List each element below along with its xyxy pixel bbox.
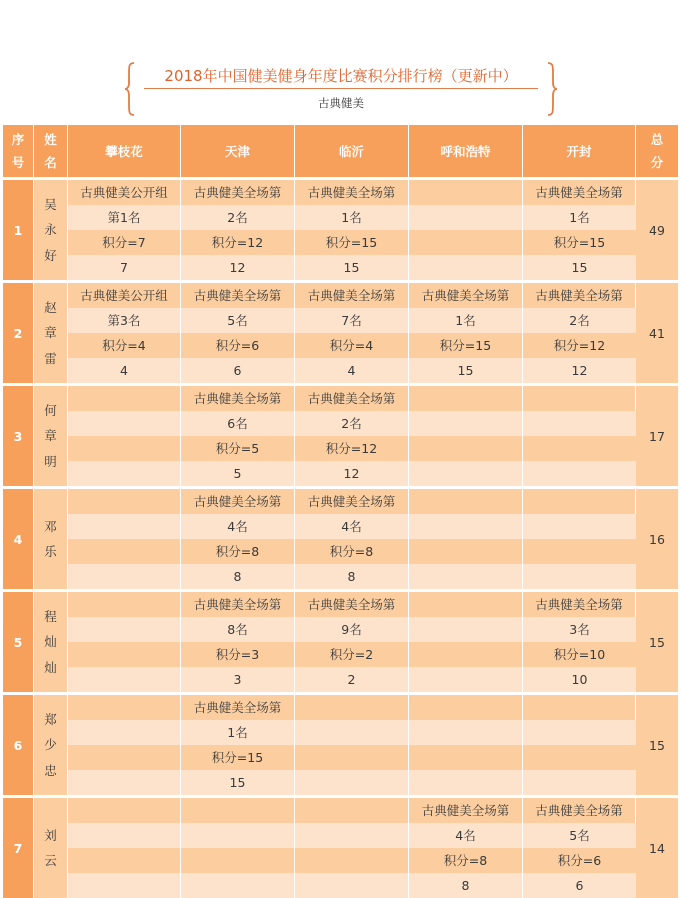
event-cell bbox=[523, 564, 636, 589]
event-cell: 积分=5 bbox=[181, 436, 295, 461]
event-cell bbox=[68, 539, 181, 564]
page-title: 2018年中国健美健身年度比赛积分排行榜（更新中） bbox=[164, 67, 518, 85]
name-char: 程 bbox=[44, 608, 57, 624]
event-cell bbox=[68, 461, 181, 486]
name-char: 赵 bbox=[44, 299, 57, 315]
total-score: 41 bbox=[636, 283, 678, 383]
event-cell: 8 bbox=[409, 873, 523, 898]
rank-index: 1 bbox=[3, 180, 34, 280]
event-cell: 6 bbox=[523, 873, 636, 898]
event-cell bbox=[68, 642, 181, 667]
rank-index: 7 bbox=[3, 798, 34, 898]
left-brace-icon bbox=[124, 62, 136, 116]
event-cell: 积分=4 bbox=[68, 333, 181, 358]
event-cell: 古典健美全场第 bbox=[523, 283, 636, 308]
event-cell bbox=[181, 823, 295, 848]
event-cell: 5名 bbox=[523, 823, 636, 848]
table-row bbox=[3, 592, 678, 617]
event-cell bbox=[523, 411, 636, 436]
event-cell bbox=[181, 798, 295, 823]
name-char: 永 bbox=[44, 222, 57, 238]
event-cell bbox=[181, 848, 295, 873]
event-cell: 古典健美全场第 bbox=[523, 592, 636, 617]
event-cell bbox=[523, 461, 636, 486]
event-cell: 5名 bbox=[181, 308, 295, 333]
table-row bbox=[3, 489, 678, 514]
event-cell: 古典健美全场第 bbox=[181, 180, 295, 205]
table-row bbox=[3, 436, 678, 461]
event-cell bbox=[295, 745, 409, 770]
table-row bbox=[3, 770, 678, 795]
event-cell bbox=[181, 873, 295, 898]
table-row bbox=[3, 539, 678, 564]
name-char: 雷 bbox=[44, 350, 57, 366]
right-brace-icon bbox=[546, 62, 558, 116]
name-char: 吴 bbox=[44, 196, 57, 212]
event-cell bbox=[68, 720, 181, 745]
total-score: 15 bbox=[636, 695, 678, 795]
table-row bbox=[3, 180, 678, 205]
event-cell bbox=[409, 592, 523, 617]
event-cell bbox=[409, 205, 523, 230]
event-cell: 积分=12 bbox=[181, 230, 295, 255]
event-cell: 积分=12 bbox=[295, 436, 409, 461]
event-cell: 15 bbox=[181, 770, 295, 795]
event-cell: 4 bbox=[295, 358, 409, 383]
name-char: 乐 bbox=[44, 544, 57, 559]
event-cell bbox=[68, 592, 181, 617]
event-cell bbox=[68, 873, 181, 898]
event-cell: 积分=8 bbox=[181, 539, 295, 564]
name-char: 郑 bbox=[44, 711, 57, 727]
name-char: 灿 bbox=[44, 634, 57, 650]
table-row bbox=[3, 695, 678, 720]
event-cell bbox=[68, 386, 181, 411]
event-cell: 积分=8 bbox=[295, 539, 409, 564]
event-cell bbox=[409, 180, 523, 205]
event-cell bbox=[523, 514, 636, 539]
rank-index: 2 bbox=[3, 283, 34, 383]
rank-index: 5 bbox=[3, 592, 34, 692]
event-cell: 1名 bbox=[181, 720, 295, 745]
rank-index: 6 bbox=[3, 695, 34, 795]
event-cell: 2名 bbox=[181, 205, 295, 230]
name-char: 明 bbox=[44, 453, 57, 469]
event-cell: 积分=12 bbox=[523, 333, 636, 358]
name-char: 少 bbox=[44, 737, 57, 753]
table-row bbox=[3, 798, 678, 823]
event-cell bbox=[409, 720, 523, 745]
event-cell bbox=[409, 617, 523, 642]
event-cell: 2名 bbox=[295, 411, 409, 436]
event-cell bbox=[523, 745, 636, 770]
event-cell bbox=[523, 695, 636, 720]
event-cell: 3名 bbox=[523, 617, 636, 642]
event-cell bbox=[523, 489, 636, 514]
event-cell bbox=[409, 745, 523, 770]
event-cell: 积分=10 bbox=[523, 642, 636, 667]
event-cell bbox=[68, 770, 181, 795]
event-cell bbox=[409, 642, 523, 667]
event-cell: 古典健美公开组 bbox=[68, 180, 181, 205]
event-cell: 1名 bbox=[409, 308, 523, 333]
event-cell: 15 bbox=[295, 255, 409, 280]
event-cell: 7名 bbox=[295, 308, 409, 333]
header-city-hohhot: 呼和浩特 bbox=[409, 125, 523, 177]
table-row bbox=[3, 386, 678, 411]
table-row bbox=[3, 411, 678, 436]
event-cell: 积分=3 bbox=[181, 642, 295, 667]
athlete-name bbox=[34, 386, 68, 486]
event-cell bbox=[68, 695, 181, 720]
total-score: 49 bbox=[636, 180, 678, 280]
athlete-name bbox=[34, 592, 68, 692]
name-char: 何 bbox=[44, 402, 57, 418]
name-char: 忠 bbox=[44, 762, 57, 778]
event-cell: 9名 bbox=[295, 617, 409, 642]
event-cell: 古典健美全场第 bbox=[181, 592, 295, 617]
event-cell: 12 bbox=[181, 255, 295, 280]
event-cell: 古典健美全场第 bbox=[409, 283, 523, 308]
header-name: 姓 名 bbox=[34, 125, 68, 177]
event-cell: 5 bbox=[181, 461, 295, 486]
total-score: 15 bbox=[636, 592, 678, 692]
event-cell bbox=[68, 798, 181, 823]
title-block bbox=[124, 62, 558, 116]
event-cell: 古典健美全场第 bbox=[181, 283, 295, 308]
table-row bbox=[3, 514, 678, 539]
event-cell bbox=[295, 720, 409, 745]
event-cell bbox=[68, 823, 181, 848]
event-cell bbox=[68, 564, 181, 589]
event-cell bbox=[523, 386, 636, 411]
event-cell: 积分=2 bbox=[295, 642, 409, 667]
header-city-panzhihua: 攀枝花 bbox=[68, 125, 181, 177]
table-row bbox=[3, 230, 678, 255]
table-row bbox=[3, 873, 678, 898]
event-cell bbox=[68, 411, 181, 436]
event-cell bbox=[523, 539, 636, 564]
table-row bbox=[3, 205, 678, 230]
header-city-tianjin: 天津 bbox=[181, 125, 295, 177]
event-cell: 古典健美全场第 bbox=[295, 283, 409, 308]
event-cell: 12 bbox=[295, 461, 409, 486]
rank-index: 4 bbox=[3, 489, 34, 589]
table-row bbox=[3, 848, 678, 873]
header-total: 总 分 bbox=[636, 125, 678, 177]
event-cell bbox=[68, 436, 181, 461]
event-cell: 积分=15 bbox=[523, 230, 636, 255]
event-cell bbox=[68, 848, 181, 873]
event-cell: 积分=4 bbox=[295, 333, 409, 358]
event-cell: 4名 bbox=[295, 514, 409, 539]
table-row bbox=[3, 745, 678, 770]
total-score: 16 bbox=[636, 489, 678, 589]
event-cell bbox=[295, 770, 409, 795]
event-cell: 3 bbox=[181, 667, 295, 692]
event-cell: 古典健美全场第 bbox=[295, 592, 409, 617]
name-char: 好 bbox=[44, 247, 57, 263]
event-cell: 4 bbox=[68, 358, 181, 383]
event-cell bbox=[409, 255, 523, 280]
event-cell bbox=[409, 539, 523, 564]
event-cell bbox=[68, 667, 181, 692]
event-cell bbox=[409, 386, 523, 411]
total-score: 14 bbox=[636, 798, 678, 898]
event-cell: 古典健美全场第 bbox=[523, 180, 636, 205]
athlete-name bbox=[34, 695, 68, 795]
event-cell bbox=[295, 695, 409, 720]
event-cell: 6 bbox=[181, 358, 295, 383]
table-row bbox=[3, 255, 678, 280]
table-row bbox=[3, 642, 678, 667]
event-cell bbox=[409, 411, 523, 436]
page-subtitle: 古典健美 bbox=[318, 96, 364, 110]
event-cell bbox=[295, 873, 409, 898]
event-cell: 1名 bbox=[295, 205, 409, 230]
event-cell bbox=[409, 461, 523, 486]
table-row bbox=[3, 358, 678, 383]
event-cell: 第3名 bbox=[68, 308, 181, 333]
event-cell: 4名 bbox=[409, 823, 523, 848]
athlete-name bbox=[34, 180, 68, 280]
event-cell bbox=[295, 798, 409, 823]
ranking-body bbox=[3, 177, 678, 898]
table-row bbox=[3, 720, 678, 745]
event-cell: 古典健美全场第 bbox=[295, 386, 409, 411]
table-row bbox=[3, 617, 678, 642]
event-cell: 古典健美公开组 bbox=[68, 283, 181, 308]
event-cell bbox=[68, 514, 181, 539]
event-cell: 15 bbox=[409, 358, 523, 383]
event-cell bbox=[409, 770, 523, 795]
header-city-kaifeng: 开封 bbox=[523, 125, 636, 177]
event-cell bbox=[68, 617, 181, 642]
event-cell bbox=[295, 848, 409, 873]
event-cell bbox=[409, 230, 523, 255]
event-cell: 2 bbox=[295, 667, 409, 692]
event-cell: 积分=8 bbox=[409, 848, 523, 873]
event-cell: 8 bbox=[181, 564, 295, 589]
event-cell: 12 bbox=[523, 358, 636, 383]
header-row bbox=[3, 125, 678, 177]
table-row bbox=[3, 333, 678, 358]
event-cell bbox=[68, 489, 181, 514]
event-cell: 古典健美全场第 bbox=[409, 798, 523, 823]
athlete-name bbox=[34, 489, 68, 589]
event-cell: 古典健美全场第 bbox=[295, 180, 409, 205]
name-char: 邓 bbox=[44, 518, 57, 534]
event-cell: 积分=6 bbox=[523, 848, 636, 873]
event-cell bbox=[409, 514, 523, 539]
table-row bbox=[3, 308, 678, 333]
event-cell bbox=[523, 720, 636, 745]
event-cell: 积分=15 bbox=[409, 333, 523, 358]
rank-index: 3 bbox=[3, 386, 34, 486]
event-cell: 2名 bbox=[523, 308, 636, 333]
event-cell: 古典健美全场第 bbox=[295, 489, 409, 514]
table-row bbox=[3, 564, 678, 589]
ranking-table bbox=[3, 125, 678, 898]
name-char: 刘 bbox=[44, 827, 57, 843]
table-row bbox=[3, 283, 678, 308]
table-row bbox=[3, 823, 678, 848]
event-cell: 古典健美全场第 bbox=[181, 695, 295, 720]
title-underline bbox=[144, 88, 538, 89]
event-cell: 15 bbox=[523, 255, 636, 280]
event-cell: 积分=15 bbox=[181, 745, 295, 770]
event-cell bbox=[409, 564, 523, 589]
name-char: 灿 bbox=[44, 659, 57, 675]
event-cell bbox=[68, 745, 181, 770]
event-cell: 10 bbox=[523, 667, 636, 692]
event-cell: 积分=6 bbox=[181, 333, 295, 358]
event-cell: 古典健美全场第 bbox=[523, 798, 636, 823]
event-cell: 积分=15 bbox=[295, 230, 409, 255]
header-city-linyi: 临沂 bbox=[295, 125, 409, 177]
event-cell bbox=[523, 436, 636, 461]
name-char: 云 bbox=[44, 853, 57, 868]
athlete-name bbox=[34, 283, 68, 383]
event-cell: 古典健美全场第 bbox=[181, 386, 295, 411]
table-row bbox=[3, 461, 678, 486]
event-cell: 第1名 bbox=[68, 205, 181, 230]
table-row bbox=[3, 667, 678, 692]
event-cell bbox=[409, 695, 523, 720]
event-cell bbox=[409, 667, 523, 692]
event-cell bbox=[523, 770, 636, 795]
athlete-name bbox=[34, 798, 68, 898]
event-cell: 8名 bbox=[181, 617, 295, 642]
event-cell bbox=[295, 823, 409, 848]
header-index: 序 号 bbox=[3, 125, 34, 177]
name-char: 章 bbox=[44, 325, 57, 341]
event-cell bbox=[409, 436, 523, 461]
total-score: 17 bbox=[636, 386, 678, 486]
event-cell: 1名 bbox=[523, 205, 636, 230]
event-cell: 6名 bbox=[181, 411, 295, 436]
event-cell: 8 bbox=[295, 564, 409, 589]
event-cell: 4名 bbox=[181, 514, 295, 539]
event-cell: 古典健美全场第 bbox=[181, 489, 295, 514]
event-cell bbox=[409, 489, 523, 514]
name-char: 章 bbox=[44, 428, 57, 444]
event-cell: 积分=7 bbox=[68, 230, 181, 255]
event-cell: 7 bbox=[68, 255, 181, 280]
